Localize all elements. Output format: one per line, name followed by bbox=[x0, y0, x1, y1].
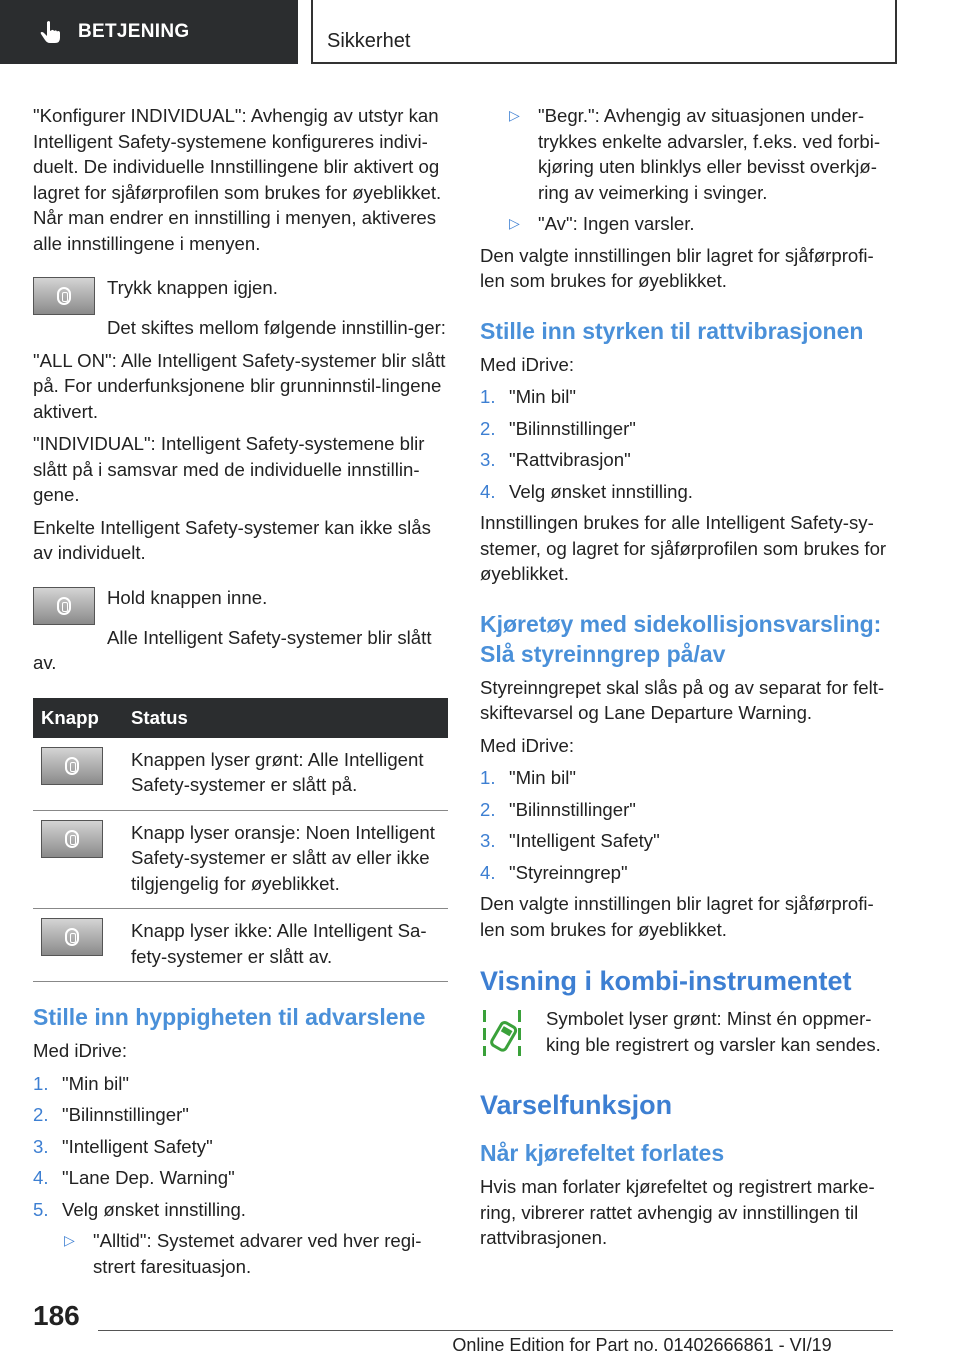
vib-heading: Stille inn styrken til rattvibrasjonen bbox=[480, 317, 864, 344]
table-cell-status: Knapp lyser oransje: Noen Intelligent Safety-systemer er slått av eller ikke tilgjengelig for øyeblikket. bbox=[123, 810, 448, 909]
hold-row bbox=[33, 588, 448, 625]
right-column bbox=[480, 103, 895, 1258]
list-item: 2. "Bilinnstillinger" bbox=[480, 417, 636, 439]
list-item: 4. "Styreinngrep" bbox=[480, 861, 628, 883]
list-item: 3. "Intelligent Safety" bbox=[33, 1135, 213, 1157]
list-item: 1. "Min bil" bbox=[480, 386, 576, 407]
leave-text: Hvis man forlater kjørefeltet og registrert marke-ring, vibrerer rattet avhengig av innstillingen til rattvibrasjonen. bbox=[480, 1176, 875, 1248]
safety-button-icon bbox=[41, 918, 103, 956]
safety-button-icon bbox=[33, 587, 95, 625]
safety-button-icon bbox=[41, 820, 103, 858]
table-header-knapp: Knapp bbox=[33, 698, 123, 738]
vib-steps-list bbox=[480, 384, 895, 504]
list-item: 4. "Lane Dep. Warning" bbox=[33, 1167, 235, 1188]
page-number: 186 bbox=[33, 1300, 80, 1331]
triangle-bullet-icon: ▷ bbox=[509, 107, 520, 123]
list-item: ▷ "Begr.": Avhengig av situasjonen under-trykkes enkelte advarsler, f.eks. ved forbi-kjøring uten blinklys eller bevisst overkjø-ring av veimerking i svinger. bbox=[509, 103, 895, 205]
kombi-heading: Visning i kombi-instrumentet bbox=[480, 966, 852, 996]
footer-edition: Online Edition for Part no. 01402666861 - VI/19 bbox=[452, 1335, 832, 1355]
list-item: 3. "Rattvibrasjon" bbox=[480, 449, 631, 470]
vib-with-text: Med iDrive: bbox=[480, 353, 575, 375]
intro-paragraph: "Konfigurer INDIVIDUAL": Avhengig av utstyr kan Intelligent Safety-systemene konfigureres indivi-duelt. De individuelle Innstillingene blir aktivert og lagret for sjåførprofilen som brukes for øyeblikket. Når man endrer en innstilling i menyen, aktiveres alle innstillingene i menyen. bbox=[33, 105, 442, 254]
freq-with-text: Med iDrive: bbox=[33, 1040, 128, 1061]
list-item: 1. "Min bil" bbox=[33, 1072, 129, 1094]
footer-divider bbox=[98, 1330, 893, 1331]
freq-steps-list bbox=[33, 1071, 448, 1223]
hand-pointer-icon bbox=[38, 19, 64, 45]
func-heading: Varselfunksjon bbox=[480, 1090, 673, 1120]
list-item: 2. "Bilinnstillinger" bbox=[480, 798, 636, 820]
status-table bbox=[33, 698, 448, 983]
table-row bbox=[33, 738, 448, 811]
all-on-text: "ALL ON": Alle Intelligent Safety-systemer blir slått på. For underfunksjonene blir grunninnstil-lingene aktivert. bbox=[33, 349, 446, 422]
lane-departure-symbol-icon bbox=[480, 1006, 532, 1058]
table-header-row bbox=[33, 698, 448, 738]
freq-sub-list-cont bbox=[480, 103, 895, 237]
triangle-bullet-icon: ▷ bbox=[509, 215, 520, 231]
table-row bbox=[33, 810, 448, 909]
table-row bbox=[33, 909, 448, 982]
table-cell-status: Knapp lyser ikke: Alle Intelligent Sa-fety-systemer er slått av. bbox=[123, 909, 448, 982]
freq-saved-text: Den valgte innstillingen blir lagret for sjåførprofi-len som brukes for øyeblikket. bbox=[480, 244, 874, 291]
table-cell-status: Knappen lyser grønt: Alle Intelligent Safety-systemer er slått på. bbox=[123, 738, 448, 811]
press-again-row bbox=[33, 278, 448, 315]
chapter-title: Sikkerhet bbox=[327, 30, 411, 52]
list-item: 3. "Intelligent Safety" bbox=[480, 830, 660, 851]
switch-intro-text: Det skiftes mellom følgende innstillin-ger: bbox=[107, 317, 446, 338]
section-title: BETJENING bbox=[78, 21, 190, 42]
hold-text: Hold knappen inne. bbox=[107, 586, 268, 608]
side-text: Styreinngrepet skal slås på og av separat for felt-skiftevarsel og Lane Departure Warning. bbox=[480, 676, 885, 723]
side-heading: Kjøretøy med sidekollisjonsvarsling: Slå styreinngrep på/av bbox=[480, 610, 882, 667]
freq-heading: Stille inn hyppigheten til advarslene bbox=[33, 1004, 426, 1030]
press-again-text: Trykk knappen igjen. bbox=[107, 277, 278, 298]
list-item: 5. Velg ønsket innstilling. bbox=[33, 1198, 246, 1220]
triangle-bullet-icon: ▷ bbox=[64, 1232, 75, 1248]
side-saved-text: Den valgte innstillingen blir lagret for sjåførprofi-len som brukes for øyeblikket. bbox=[480, 893, 874, 940]
header-chapter bbox=[311, 0, 897, 64]
safety-button-icon bbox=[41, 747, 103, 785]
list-item: 1. "Min bil" bbox=[480, 767, 576, 788]
table-header-status: Status bbox=[123, 698, 448, 738]
left-column bbox=[33, 103, 448, 1285]
side-steps-list bbox=[480, 765, 895, 885]
list-item: ▷ "Av": Ingen varsler. bbox=[509, 211, 895, 237]
header-section-tab bbox=[0, 0, 298, 64]
kombi-row bbox=[480, 1006, 895, 1064]
individual-text: "INDIVIDUAL": Intelligent Safety-systemene blir slått på i samsvar med de individuelle innstillin-gene. bbox=[33, 433, 425, 505]
list-item: 2. "Bilinnstillinger" bbox=[33, 1104, 189, 1125]
side-with-text: Med iDrive: bbox=[480, 734, 575, 756]
safety-button-icon bbox=[33, 277, 95, 315]
freq-sub-list bbox=[33, 1228, 448, 1279]
vib-note-text: Innstillingen brukes for alle Intelligent Safety-sy-stemer, og lagret for sjåførprofilen som brukes for øyeblikket. bbox=[480, 512, 887, 584]
kombi-text: Symbolet lyser grønt: Minst én oppmer-king ble registrert og varsler kan sendes. bbox=[546, 1008, 881, 1055]
leave-heading: Når kjørefeltet forlates bbox=[480, 1140, 725, 1166]
list-item: 4. Velg ønsket innstilling. bbox=[480, 480, 693, 502]
list-item: ▷ "Alltid": Systemet advarer ved hver regi-strert faresituasjon. bbox=[64, 1228, 448, 1279]
hold-result-text: Alle Intelligent Safety-systemer blir slått av. bbox=[33, 626, 432, 673]
cannot-text: Enkelte Intelligent Safety-systemer kan ikke slås av individuelt. bbox=[33, 516, 431, 563]
